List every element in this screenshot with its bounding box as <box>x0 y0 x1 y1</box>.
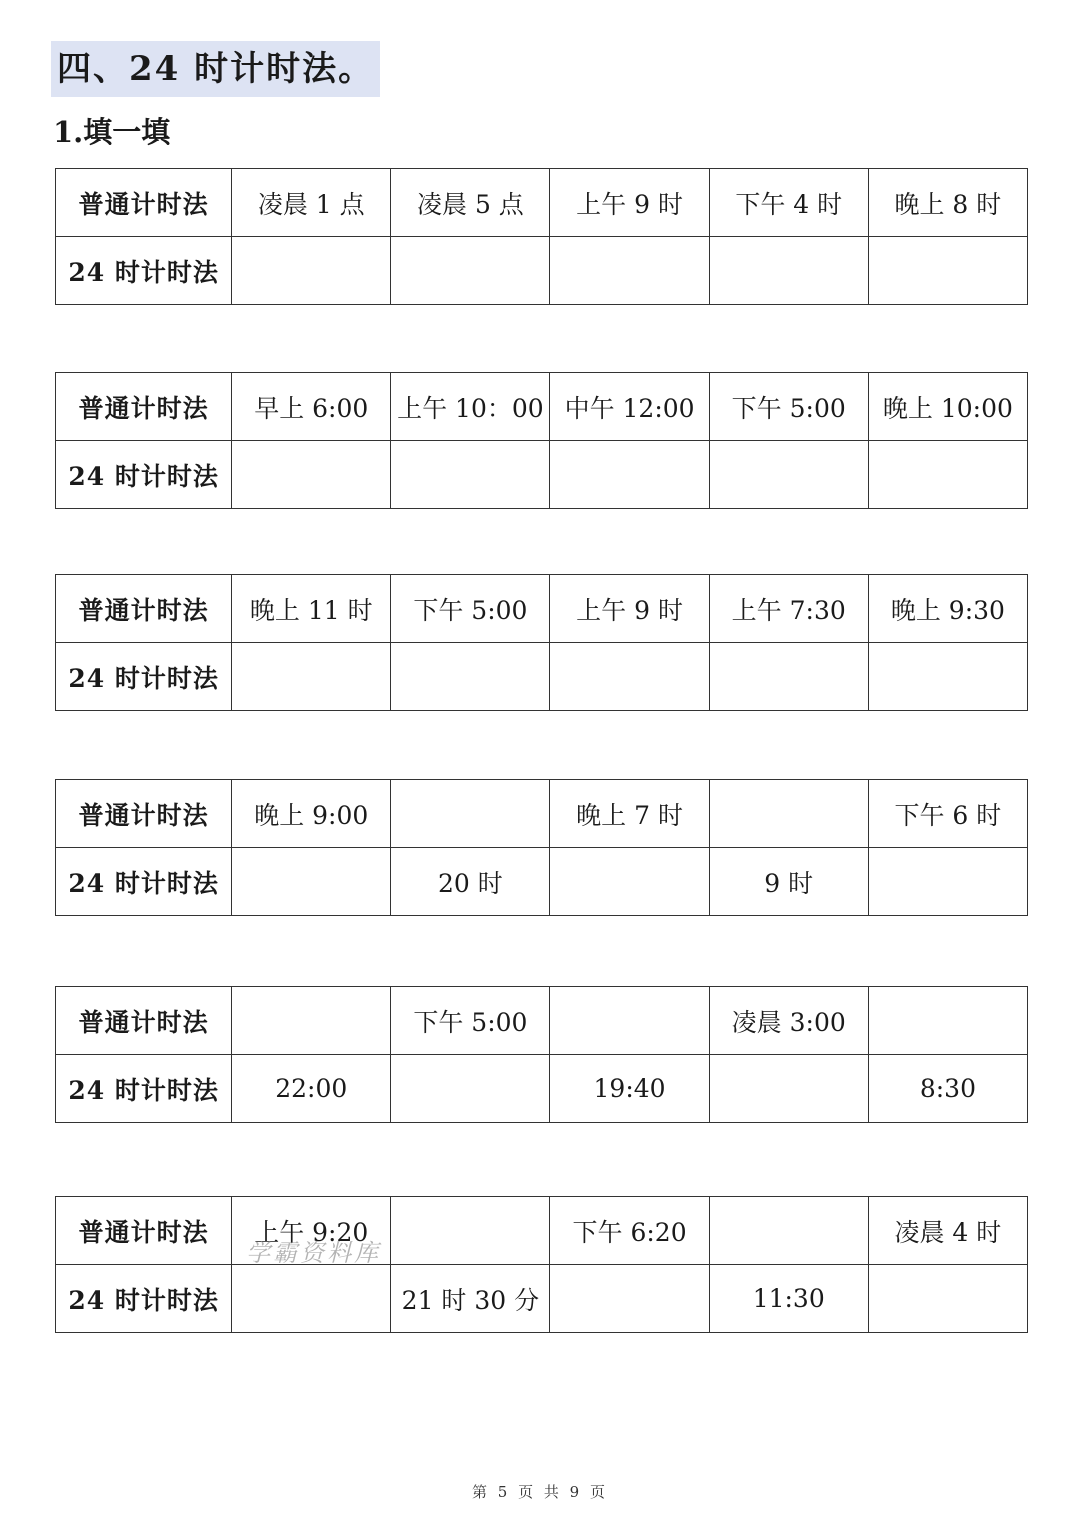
normal-time-row <box>56 169 1028 237</box>
normal-time-cell: 上午 7:30 <box>709 575 868 643</box>
answer-cell[interactable] <box>391 441 550 509</box>
normal-time-cell: 下午 4 时 <box>709 169 868 237</box>
h24-time-row <box>56 1265 1028 1333</box>
answer-cell[interactable] <box>391 237 550 305</box>
answer-cell[interactable] <box>550 987 709 1055</box>
h24-time-row <box>56 237 1028 305</box>
normal-time-row <box>56 1197 1028 1265</box>
normal-time-cell: 凌晨 5 点 <box>391 169 550 237</box>
answer-cell[interactable] <box>868 848 1027 916</box>
answer-cell[interactable] <box>868 987 1027 1055</box>
normal-time-cell: 中午 12:00 <box>550 373 709 441</box>
answer-cell[interactable]: 19:40 <box>550 1055 709 1123</box>
normal-time-cell: 上午 9 时 <box>550 169 709 237</box>
normal-time-row <box>56 575 1028 643</box>
time-conversion-table-5 <box>55 986 1028 1123</box>
cell-text: 上午 9:20 <box>254 1217 369 1247</box>
answer-cell[interactable] <box>391 643 550 711</box>
normal-time-row <box>56 780 1028 848</box>
normal-time-row <box>56 987 1028 1055</box>
answer-cell[interactable]: 9 时 <box>709 848 868 916</box>
row-label-normal: 普通计时法 <box>56 373 232 441</box>
row-label-24h: 24 时计时法 <box>56 1265 232 1333</box>
answer-cell[interactable]: 22:00 <box>232 1055 391 1123</box>
answer-cell[interactable] <box>391 780 550 848</box>
answer-cell[interactable] <box>232 237 391 305</box>
answer-cell[interactable] <box>709 441 868 509</box>
answer-cell[interactable]: 晚上 9:00 <box>232 780 391 848</box>
normal-time-cell: 下午 5:00 <box>391 575 550 643</box>
answer-cell[interactable] <box>232 1265 391 1333</box>
section-heading: 四、24 时计时法。 <box>51 41 380 97</box>
h24-time-row <box>56 643 1028 711</box>
row-label-normal: 普通计时法 <box>56 169 232 237</box>
normal-time-cell: 晚上 11 时 <box>232 575 391 643</box>
row-label-24h: 24 时计时法 <box>56 441 232 509</box>
h24-time-row <box>56 1055 1028 1123</box>
normal-time-cell: 晚上 9:30 <box>868 575 1027 643</box>
answer-cell[interactable] <box>550 643 709 711</box>
answer-cell[interactable] <box>550 848 709 916</box>
time-conversion-table-6 <box>55 1196 1028 1333</box>
answer-cell[interactable] <box>391 1055 550 1123</box>
answer-cell[interactable] <box>232 987 391 1055</box>
normal-time-cell: 上午 9 时 <box>550 575 709 643</box>
exercise-title: 1.填一填 <box>53 115 171 149</box>
answer-cell[interactable]: 11:30 <box>709 1265 868 1333</box>
answer-cell[interactable] <box>868 1265 1027 1333</box>
normal-time-cell: 凌晨 1 点 <box>232 169 391 237</box>
time-conversion-table-3 <box>55 574 1028 711</box>
row-label-24h: 24 时计时法 <box>56 848 232 916</box>
row-label-24h: 24 时计时法 <box>56 1055 232 1123</box>
answer-cell[interactable]: 下午 5:00 <box>391 987 550 1055</box>
answer-cell[interactable] <box>709 237 868 305</box>
h24-time-row <box>56 441 1028 509</box>
normal-time-row <box>56 373 1028 441</box>
normal-time-cell: 早上 6:00 <box>232 373 391 441</box>
answer-cell[interactable]: 下午 6:20 <box>550 1197 709 1265</box>
answer-cell[interactable] <box>868 237 1027 305</box>
answer-cell[interactable]: 8:30 <box>868 1055 1027 1123</box>
answer-cell[interactable]: 21 时 30 分 <box>391 1265 550 1333</box>
answer-cell[interactable] <box>232 848 391 916</box>
h24-time-row <box>56 848 1028 916</box>
answer-cell[interactable] <box>391 1197 550 1265</box>
answer-cell[interactable] <box>232 441 391 509</box>
answer-cell[interactable] <box>232 1197 391 1265</box>
page-footer: 第 5 页 共 9 页 <box>472 1483 608 1501</box>
answer-cell[interactable]: 20 时 <box>391 848 550 916</box>
answer-cell[interactable] <box>868 643 1027 711</box>
answer-cell[interactable]: 晚上 7 时 <box>550 780 709 848</box>
time-conversion-table-4 <box>55 779 1028 916</box>
answer-cell[interactable] <box>709 643 868 711</box>
normal-time-cell: 下午 5:00 <box>709 373 868 441</box>
answer-cell[interactable] <box>709 1055 868 1123</box>
row-label-normal: 普通计时法 <box>56 1197 232 1265</box>
answer-cell[interactable] <box>550 441 709 509</box>
answer-cell[interactable]: 下午 6 时 <box>868 780 1027 848</box>
answer-cell[interactable] <box>550 1265 709 1333</box>
time-conversion-table-2 <box>55 372 1028 509</box>
answer-cell[interactable] <box>868 441 1027 509</box>
row-label-normal: 普通计时法 <box>56 987 232 1055</box>
row-label-24h: 24 时计时法 <box>56 237 232 305</box>
watermark-text: 学霸资料库 <box>246 1239 382 1267</box>
time-conversion-table-1 <box>55 168 1028 305</box>
answer-cell[interactable] <box>709 1197 868 1265</box>
normal-time-cell: 晚上 10:00 <box>868 373 1027 441</box>
normal-time-cell: 上午 10：00 <box>391 373 550 441</box>
row-label-normal: 普通计时法 <box>56 575 232 643</box>
answer-cell[interactable]: 凌晨 3:00 <box>709 987 868 1055</box>
answer-cell[interactable] <box>232 643 391 711</box>
answer-cell[interactable]: 凌晨 4 时 <box>868 1197 1027 1265</box>
answer-cell[interactable] <box>709 780 868 848</box>
row-label-normal: 普通计时法 <box>56 780 232 848</box>
row-label-24h: 24 时计时法 <box>56 643 232 711</box>
normal-time-cell: 晚上 8 时 <box>868 169 1027 237</box>
answer-cell[interactable] <box>550 237 709 305</box>
